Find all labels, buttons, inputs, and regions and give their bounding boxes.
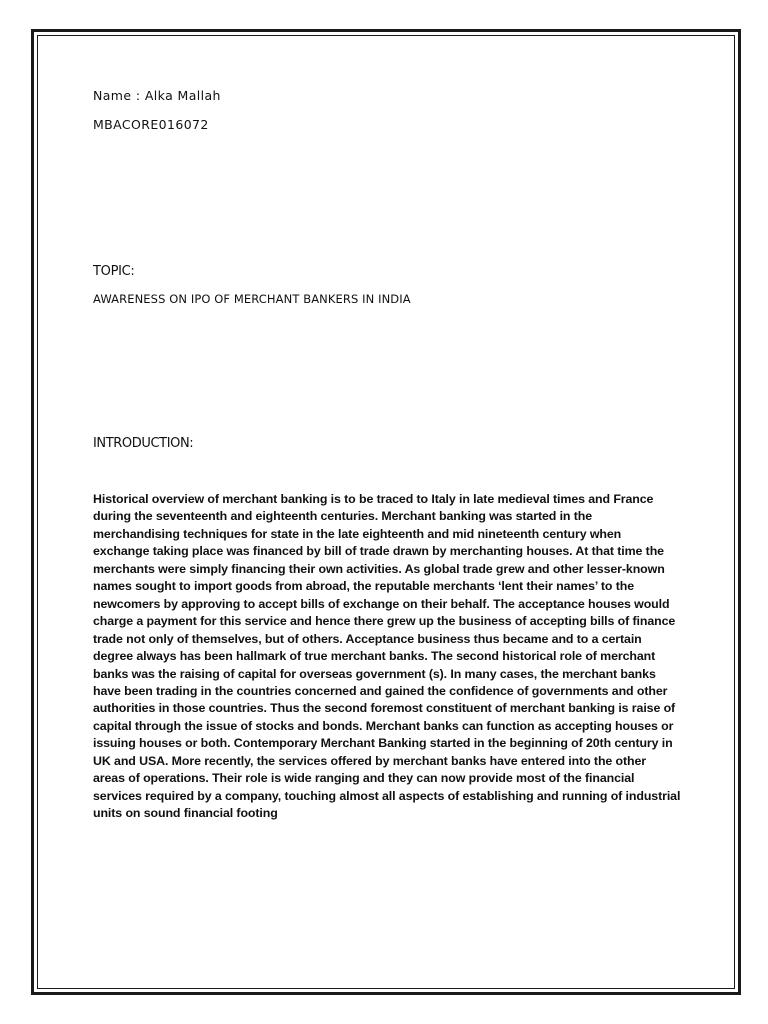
paragraph-line: issuing houses or both. Contemporary Merchant Banking started in the beginning of 20th century in xyxy=(93,736,673,751)
paragraph-line: have been trading in the countries concerned and gained the confidence of governments and other xyxy=(93,683,668,698)
introduction-paragraph xyxy=(93,491,683,823)
paragraph-line: merchandising techniques for state in the late eighteenth and mid nineteenth century when xyxy=(93,526,622,541)
paragraph-line: charge a payment for this service and hence there grew up the business of accepting bills of finance xyxy=(93,614,676,629)
paragraph-line: Historical overview of merchant banking is to be traced to Italy in late medieval times and France xyxy=(93,492,654,506)
paragraph-line: areas of operations. Their role is wide ranging and they can now provide most of the financial xyxy=(93,771,635,786)
paragraph-line: authorities in those countries. Thus the second foremost constituent of merchant banking is raise of xyxy=(93,701,676,716)
paragraph-line: degree always has been hallmark of true merchant banks. The second historical role of merchant xyxy=(93,649,656,664)
paragraph-line: exchange taking place was financed by bill of trade drawn by merchanting houses. At that time the xyxy=(93,544,664,559)
paragraph-line: names sought to import goods from abroad, the reputable merchants ‘lent their names’ to the xyxy=(93,579,634,594)
introduction-heading: INTRODUCTION: xyxy=(93,436,194,451)
paragraph-line: banks was the raising of capital for overseas government (s). In many cases, the merchant banks xyxy=(93,666,656,681)
paragraph-line: UK and USA. More recently, the services offered by merchant banks have entered into the other xyxy=(93,753,647,768)
paragraph-line: trade not only of themselves, but of others. Acceptance business thus became and to a certain xyxy=(93,631,642,646)
paragraph-line: units on sound financial footing xyxy=(93,806,278,821)
paragraph-line: services required by a company, touching almost all aspects of establishing and running of industrial xyxy=(93,788,681,803)
student-id: MBACORE016072 xyxy=(93,117,209,132)
student-name: Name : Alka Mallah xyxy=(93,88,221,103)
paragraph-line: capital through the issue of stocks and bonds. Merchant banks can function as accepting houses or xyxy=(93,718,674,733)
paragraph-line: merchants were simply financing their own activities. As global trade grew and other lesser-known xyxy=(93,561,665,576)
topic-title: AWARENESS ON IPO OF MERCHANT BANKERS IN INDIA xyxy=(93,292,411,306)
topic-heading: TOPIC: xyxy=(93,264,135,279)
paragraph-line: during the seventeenth and eighteenth centuries. Merchant banking was started in the xyxy=(93,509,593,524)
paragraph-line: newcomers by approving to accept bills of exchange on their behalf. The acceptance houses would xyxy=(93,596,670,611)
